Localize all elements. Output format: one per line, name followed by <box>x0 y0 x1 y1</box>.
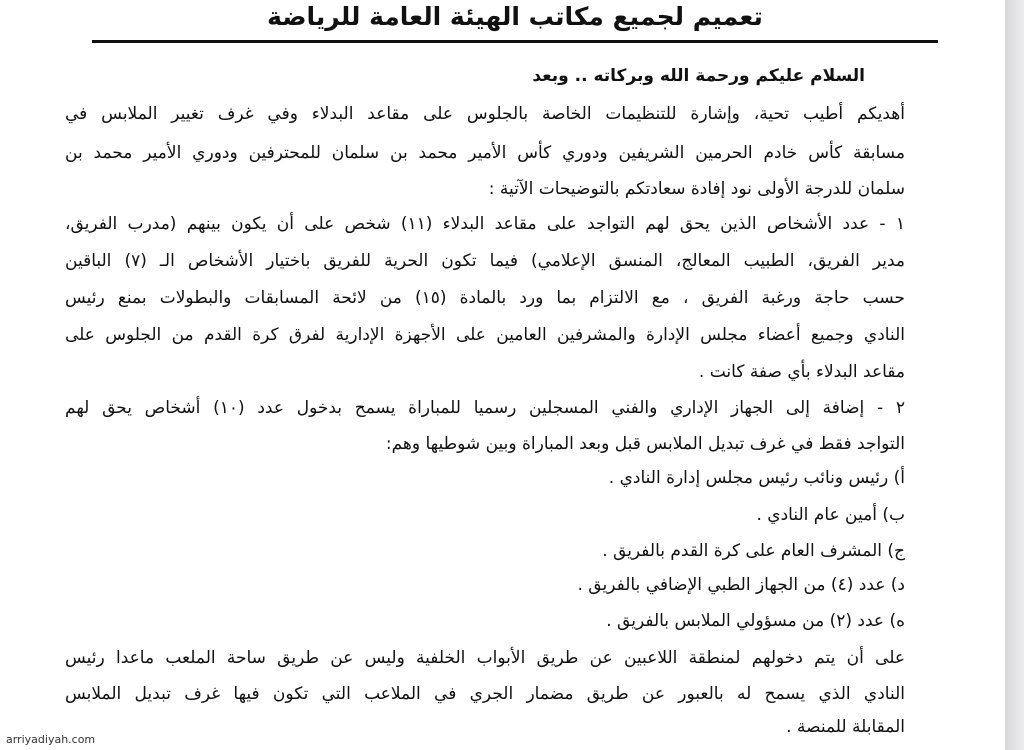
list-item-c: ج) المشرف العام على كرة القدم بالفريق . <box>602 541 905 561</box>
clause-1-line-5: مقاعد البدلاء بأي صفة كانت . <box>698 362 905 382</box>
greeting: السلام عليكم ورحمة الله وبركاته .. وبعد <box>532 66 865 86</box>
closing-line-1: على أن يتم دخولهم لمنطقة اللاعبين عن طريق الأبواب الخلفية وليس عن طريق ساحة الملعب ماعدا رئيس <box>65 648 905 668</box>
title-underline <box>92 40 938 43</box>
list-item-b: ب) أمين عام النادي . <box>756 505 905 525</box>
list-item-a: أ) رئيس ونائب رئيس مجلس إدارة النادي . <box>608 468 905 488</box>
list-item-e: ه) عدد (٢) من مسؤولي الملابس بالفريق . <box>606 611 905 631</box>
body-line-3: سلمان للدرجة الأولى نود إفادة سعادتكم بالتوضيحات الآتية : <box>488 179 905 199</box>
clause-1-line-2: مدير الفريق، الطبيب المعالج، المنسق الإعلامي) فيما تكون الحرية للفريق باختيار الأشخاص الـ (٧) الباقين <box>65 251 905 271</box>
body-line-1: أهديكم أطيب تحية، وإشارة للتنظيمات الخاصة بالجلوس على مقاعد البدلاء وفي غرف تغيير الملابس في <box>65 104 905 124</box>
clause-1-line-4: النادي وجميع أعضاء مجلس الإدارة والمشرفين العامين على الأجهزة الإدارية لفرق كرة القدم من الجلوس على <box>65 325 905 345</box>
closing-line-3: المقابلة للمنصة . <box>786 717 905 737</box>
list-item-d: د) عدد (٤) من الجهاز الطبي الإضافي بالفريق . <box>577 575 905 595</box>
body-line-2: مسابقة كأس خادم الحرمين الشريفين ودوري كأس الأمير محمد بن سلمان للمحترفين ودوري الأمير محمد بن <box>65 143 905 163</box>
source-watermark: arriyadiyah.com <box>6 733 96 746</box>
clause-2-line-2: التواجد فقط في غرف تبديل الملابس قبل وبعد المباراة وبين شوطيها وهم: <box>385 434 905 454</box>
clause-1-line-3: حسب حاجة ورغبة الفريق ، مع الالتزام بما ورد بالمادة (١٥) من لائحة المسابقات والبطولات بمنع رئيس <box>65 288 905 308</box>
page-edge <box>1005 0 1024 750</box>
document-title: تعميم لجميع مكاتب الهيئة العامة للرياضة <box>267 2 763 31</box>
clause-2-line-1: ٢ - إضافة إلى الجهاز الإداري والفني المسجلين رسميا للمباراة يسمح بدخول عدد (١٠) أشخاص يحق لهم <box>65 398 905 418</box>
closing-line-2: النادي الذي يسمح له بالعبور عن طريق مضمار الجري في الملاعب التي تكون فيها غرف تبديل الملابس <box>65 684 905 704</box>
clause-1-line-1: ١ - عدد الأشخاص الذين يحق لهم التواجد على مقاعد البدلاء (١١) شخص على أن يكون بينهم (مدرب الفريق، <box>65 214 905 234</box>
